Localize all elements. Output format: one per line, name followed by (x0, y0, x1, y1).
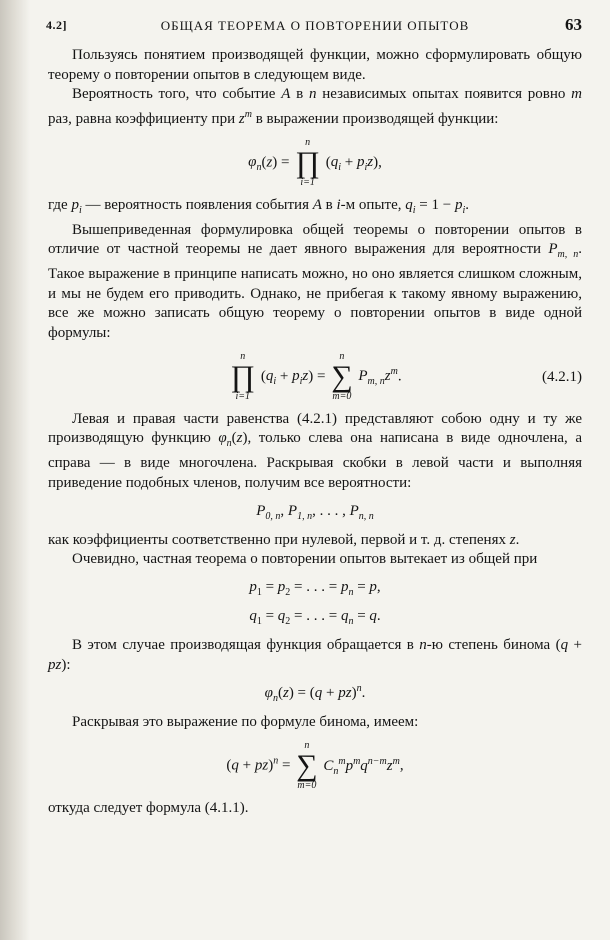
book-spine-shadow (0, 0, 30, 940)
running-title: ОБЩАЯ ТЕОРЕМА О ПОВТОРЕНИИ ОПЫТОВ (160, 18, 470, 33)
equation-binomial-power: $\varphi_n(z) = (q + pz)^n$. (264, 683, 366, 705)
sum-symbol: n ∑ m=0 (331, 350, 353, 402)
product-symbol: n ∏ i=1 (295, 136, 320, 188)
paragraph-binomial-case: В этом случае производящая функция обращается в n-ю степень бинома (q + pz): (48, 636, 583, 673)
paragraph-obviously: Очевидно, частная теорема о повторении опытов вытекает из общей при (72, 551, 538, 568)
paragraph-intro: Пользуясь понятием производящей функции, можно сформулировать общую теорему о повторении опытов в следующем виде. (48, 47, 582, 83)
equation-binomial-expansion: (q + pz)$^n$ = n ∑ m=0 $C_n^mp^mq^{n-m}z^m$, (226, 740, 404, 792)
paragraph-formulation: Вышеприведенная формулировка общей теоремы о повторении опытов в отличие от частной теоремы не дает явного выражения для вероятности $P_{m, n}$. Такое выражение в принципе написать можно, но оно является слишком сложным, и мы не будем его приводить. Однако, не прибегая к такому явному выражению, все же можно записать общую теорему о повторении опытов в виде одной формулы: (48, 221, 582, 342)
equation-generating-function: $\varphi_n(z)$ = n ∏ i=1 $(q_i + p_iz)$, (248, 136, 382, 188)
equation-equal-p: $p_1 = p_2$ = . . . = $p_n = p$, (249, 578, 381, 598)
paragraph-left-right: Левая и правая части равенства (4.2.1) представляют собою одну и ту же производящую функцию $\varphi_n(z)$, только слева она написана в виде одночлена, а справа — в виде многочлена. Раскрывая скобки в левой части и выполняя приведение подобных членов, получим все вероятности: (48, 410, 582, 491)
page-number: 63 (565, 15, 582, 34)
equation-number: (4.2.1) (542, 368, 582, 385)
paragraph-coefficients: как коэффициенты соответственно при нулевой, первой и т. д. степенях z. (48, 531, 520, 548)
paragraph-conclusion: откуда следует формула (4.1.1). (48, 800, 249, 817)
equation-equal-q: $q_1 = q_2$ = . . . = $q_n = q$. (249, 607, 381, 627)
paragraph-theorem: Вероятность того, что событие A в n независимых опытах появится ровно m раз, равна коэффициенту при $z^m$ в выражении производящей функции: (48, 86, 583, 128)
paragraph-expanding: Раскрывая это выражение по формуле бинома, имеем: (72, 714, 419, 731)
paragraph-where: где $p_i$ — вероятность появления события A в i-м опыте, $q_i = 1 - p_i$. (48, 196, 469, 216)
running-header (48, 16, 582, 40)
equation-probabilities-list: $P_{0, n}$, $P_{1, n}$, . . . , $P_{n, n}$ (256, 502, 374, 522)
equation-4-2-1: n ∏ i=1 $(q_i + p_iz)$ = n ∑ m=0 $P_{m, n}z^m$. (4.2.1) (230, 350, 582, 402)
section-number: 4.2] (46, 18, 67, 32)
page-body (48, 46, 582, 819)
